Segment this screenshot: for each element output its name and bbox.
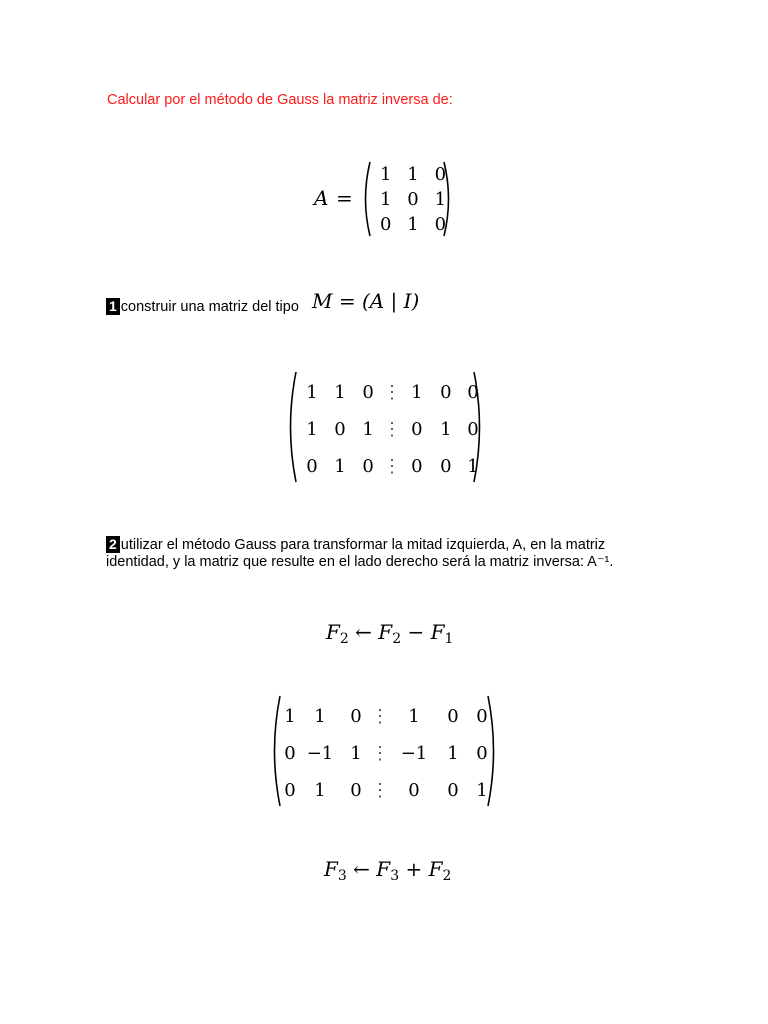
step-number: 2 [106, 536, 120, 553]
augmented-formula: M = (A | I) [312, 289, 420, 313]
matrix-cell: 0 [407, 189, 419, 210]
matrix-cell: 0 [476, 743, 488, 764]
matrix-cell: 0 [476, 706, 488, 727]
matrix-a-label: A [314, 186, 329, 210]
separator: ⋮ [371, 780, 389, 801]
operator: − [407, 620, 425, 644]
matrix-cell: 0 [440, 382, 452, 403]
separator: ⋮ [382, 382, 401, 403]
matrix-table [282, 698, 496, 809]
matrix-cell: 0 [306, 456, 318, 477]
row-symbol: F [376, 857, 391, 881]
assign-arrow-icon: ← [355, 620, 372, 644]
step-2 [106, 536, 706, 571]
matrix-cell: 1 [447, 743, 459, 764]
matrix-cell: 1 [379, 164, 392, 185]
matrix-cell: 1 [306, 382, 318, 403]
separator: ⋮ [382, 456, 401, 477]
matrix-cell: 1 [407, 164, 419, 185]
row-index: 2 [392, 631, 402, 648]
matrix-cell: 0 [408, 780, 420, 801]
row-symbol: F [430, 620, 445, 644]
matrix-cell: 0 [362, 382, 374, 403]
matrix-cell: 1 [440, 419, 452, 440]
left-paren-icon [284, 370, 298, 484]
matrix-cell: 0 [440, 456, 452, 477]
matrix-cell: 0 [284, 780, 296, 801]
equals-sign: = [336, 186, 353, 210]
step-1-text: construir una matriz del tipo [120, 299, 299, 315]
row-index: 3 [337, 868, 347, 885]
matrix-cell: 0 [447, 780, 459, 801]
matrix-cell: 1 [350, 743, 362, 764]
matrix-cell: 1 [407, 214, 419, 235]
right-paren-icon [472, 370, 486, 484]
matrix-cell: 1 [434, 189, 447, 210]
left-paren-icon [360, 160, 372, 238]
row-operation-1 [326, 620, 453, 647]
matrix-cell: 0 [447, 706, 459, 727]
matrix-cell: −1 [400, 743, 428, 764]
row-operation-2 [324, 857, 451, 884]
matrix-cell: 1 [379, 189, 392, 210]
matrix-cell: 0 [350, 780, 362, 801]
left-paren-icon [268, 694, 282, 808]
row-index: 3 [390, 868, 400, 885]
matrix-cell: −1 [306, 743, 334, 764]
step-2-text-line1: utilizar el método Gauss para transformar la mitad izquierda, A, en la matriz [120, 537, 606, 553]
separator: ⋮ [382, 419, 401, 440]
matrix-cell: 0 [334, 419, 346, 440]
matrix-a-equation [314, 160, 454, 238]
matrix-cell: 0 [411, 456, 423, 477]
matrix-cell: 1 [411, 382, 423, 403]
row-symbol: F [326, 620, 340, 644]
matrix-cell: 1 [334, 382, 346, 403]
matrix-cell: 0 [467, 382, 479, 403]
matrix-cell: 0 [434, 164, 447, 185]
row-index: 1 [444, 631, 454, 648]
matrix-cell: 0 [362, 456, 374, 477]
matrix-table [298, 374, 486, 485]
augmented-matrix-1 [284, 370, 486, 484]
row-index: 2 [339, 631, 349, 648]
matrix-cell: 0 [350, 706, 362, 727]
step-number: 1 [106, 298, 120, 315]
matrix-cell: 0 [467, 419, 479, 440]
matrix-cell: 1 [306, 419, 318, 440]
augmented-matrix-2 [268, 694, 500, 808]
row-symbol: F [378, 620, 393, 644]
matrix-cell: 1 [284, 706, 296, 727]
matrix-cell: 1 [334, 456, 346, 477]
right-paren-icon [442, 160, 454, 238]
row-index: 2 [442, 868, 452, 885]
right-paren-icon [486, 694, 500, 808]
separator: ⋮ [371, 706, 389, 727]
matrix-cell: 1 [314, 780, 326, 801]
matrix-cell: 1 [408, 706, 420, 727]
step-1 [106, 298, 299, 316]
operator: + [405, 857, 423, 881]
matrix-cell: 0 [379, 214, 392, 235]
matrix-cell: 0 [284, 743, 296, 764]
problem-statement: Calcular por el método de Gauss la matriz inversa de: [107, 92, 453, 108]
row-symbol: F [428, 857, 443, 881]
matrix-cell: 1 [476, 780, 488, 801]
assign-arrow-icon: ← [353, 857, 370, 881]
matrix-cell: 1 [467, 456, 479, 477]
row-symbol: F [324, 857, 338, 881]
matrix-cell: 1 [314, 706, 326, 727]
step-2-text-line2: identidad, y la matriz que resulte en el lado derecho será la matriz inversa: A⁻¹. [106, 554, 614, 570]
matrix-cell: 0 [434, 214, 447, 235]
separator: ⋮ [371, 743, 389, 764]
matrix-cell: 0 [411, 419, 423, 440]
matrix-cell: 1 [362, 419, 374, 440]
